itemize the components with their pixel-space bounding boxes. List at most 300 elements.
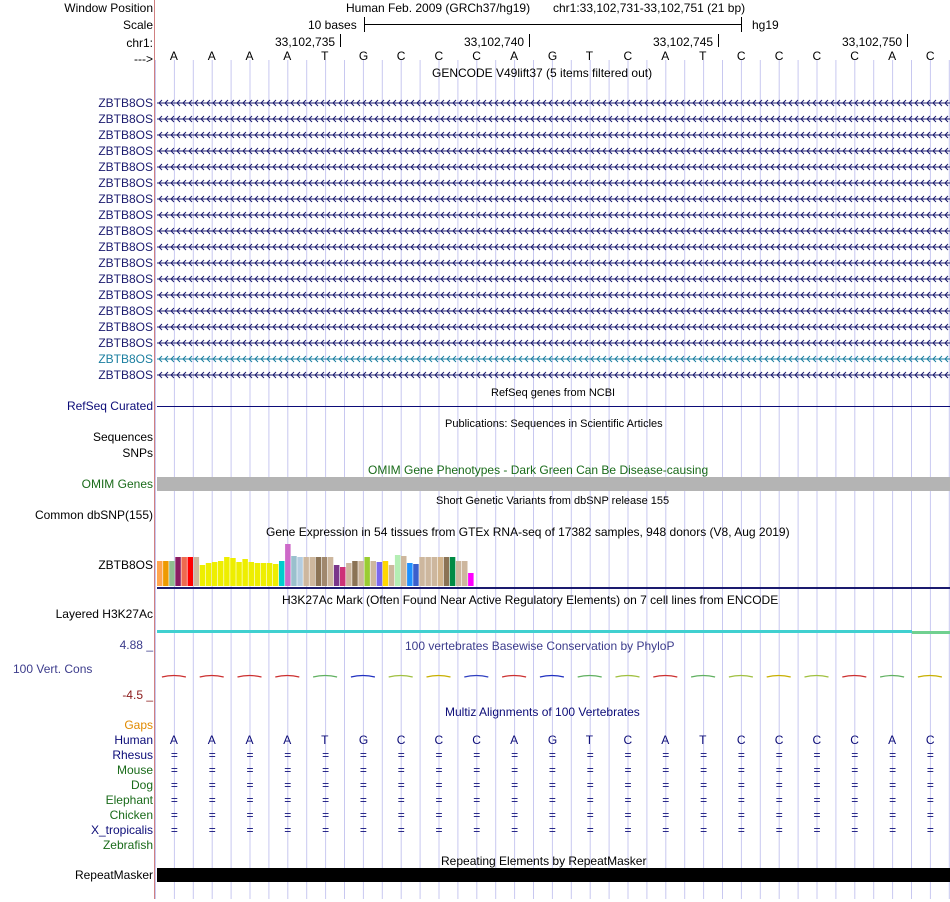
alignment-match: = (246, 778, 254, 792)
dbsnp-title: Short Genetic Variants from dbSNP release 155 (436, 495, 670, 507)
alignment-match: = (397, 793, 405, 807)
alignment-match: = (775, 808, 783, 822)
base-letter: C (623, 49, 633, 63)
alignment-match: = (700, 763, 708, 777)
gtex-tissue-bar (377, 562, 383, 586)
alignment-match: = (926, 808, 934, 822)
species-label[interactable]: Human (114, 733, 153, 747)
alignment-match: = (435, 748, 443, 762)
gtex-tissue-bar (181, 557, 187, 586)
gtex-tissue-bar (444, 557, 450, 586)
assembly-title: Human Feb. 2009 (GRCh37/hg19) (346, 1, 531, 15)
alignment-match: = (435, 763, 443, 777)
gencode-item-label[interactable]: ZBTB8OS (98, 240, 153, 254)
conservation-glyph (805, 676, 829, 678)
gencode-item-label[interactable]: ZBTB8OS (98, 208, 153, 222)
gencode-item-label[interactable]: ZBTB8OS (98, 368, 153, 382)
gtex-tissue-bar (432, 557, 438, 586)
alignment-match: = (322, 763, 330, 777)
alignment-match: = (435, 823, 443, 837)
conservation-glyph (729, 676, 753, 678)
gtex-tissue-bar (194, 557, 200, 586)
alignment-base: C (434, 733, 444, 747)
gencode-item-label[interactable]: ZBTB8OS (98, 288, 153, 302)
alignment-match: = (813, 808, 821, 822)
gtex-tissue-bar (200, 565, 206, 586)
gtex-tissue-bar (358, 561, 364, 586)
alignment-match: = (775, 748, 783, 762)
conservation-ymax: 4.88 _ (119, 638, 153, 652)
gencode-transcript-line[interactable] (157, 99, 950, 107)
gencode-transcript-line[interactable] (157, 243, 950, 251)
gencode-transcript-line[interactable] (157, 163, 950, 171)
alignment-base: A (207, 733, 216, 747)
gencode-transcript-line[interactable] (157, 355, 950, 363)
alignment-match: = (586, 793, 594, 807)
alignment-match: = (586, 748, 594, 762)
ruler-tick-label: 33,102,750 (842, 35, 903, 49)
base-letter: G (547, 49, 558, 63)
alignment-base: C (925, 733, 935, 747)
alignment-match: = (284, 763, 292, 777)
alignment-match: = (851, 793, 859, 807)
ruler-tick (340, 34, 341, 47)
gtex-tissue-bar (273, 564, 279, 586)
gencode-item-label[interactable]: ZBTB8OS (98, 256, 153, 270)
db-label: hg19 (752, 18, 779, 32)
gtex-tissue-bar (364, 557, 370, 586)
base-letter: T (585, 49, 594, 63)
gencode-item-label[interactable]: ZBTB8OS (98, 304, 153, 318)
alignment-match: = (851, 763, 859, 777)
alignment-match: = (889, 778, 897, 792)
gencode-item-label[interactable]: ZBTB8OS (98, 320, 153, 334)
alignment-match: = (170, 748, 178, 762)
alignment-match: = (775, 763, 783, 777)
alignment-match: = (813, 793, 821, 807)
alignment-match: = (662, 823, 670, 837)
alignment-match: = (926, 763, 934, 777)
alignment-base: C (812, 733, 822, 747)
alignment-match: = (246, 793, 254, 807)
alignment-match: = (586, 823, 594, 837)
alignment-match: = (889, 793, 897, 807)
position-readout: chr1:33,102,731-33,102,751 (21 bp) (553, 1, 746, 15)
omim-label[interactable]: OMIM Genes (81, 477, 153, 491)
gtex-tissue-bar (468, 573, 474, 586)
alignment-match: = (397, 748, 405, 762)
alignment-match: = (700, 778, 708, 792)
alignment-base: A (510, 733, 519, 747)
alignment-match: = (851, 823, 859, 837)
alignment-base: G (547, 733, 558, 747)
ruler-tick-label: 33,102,745 (653, 35, 714, 49)
base-letter: C (472, 49, 481, 63)
gtex-tissue-bar (242, 559, 248, 586)
alignment-match: = (170, 823, 178, 837)
alignment-match: = (397, 823, 405, 837)
alignment-base: A (245, 733, 254, 747)
gtex-tissue-bar (212, 562, 218, 586)
alignment-match: = (511, 763, 519, 777)
gtex-tissue-bar (450, 557, 456, 586)
base-letter: G (358, 49, 369, 63)
alignment-match: = (813, 778, 821, 792)
base-letter: A (245, 49, 254, 63)
alignment-match: = (473, 748, 481, 762)
gencode-item-label[interactable]: ZBTB8OS (98, 112, 153, 126)
alignment-match: = (813, 823, 821, 837)
alignment-match: = (170, 793, 178, 807)
gtex-tissue-bar (279, 561, 285, 586)
gtex-tissue-bar (413, 564, 419, 586)
alignment-match: = (775, 793, 783, 807)
conservation-glyph (200, 676, 224, 678)
conservation-ymin: -4.5 _ (122, 688, 153, 702)
gencode-item-label[interactable]: ZBTB8OS (98, 128, 153, 142)
gtex-tissue-bar (322, 557, 328, 586)
gtex-tissue-bar (340, 567, 346, 586)
gtex-tissue-bar (419, 557, 425, 586)
gtex-tissue-bar (328, 557, 334, 586)
gencode-transcript-line[interactable] (157, 339, 950, 347)
alignment-match: = (170, 778, 178, 792)
h3k27ac-signal[interactable] (157, 630, 912, 633)
alignment-match: = (662, 808, 670, 822)
conservation-glyph (464, 676, 488, 678)
alignment-match: = (889, 748, 897, 762)
scale-bar (365, 24, 742, 25)
repeatmasker-title: Repeating Elements by RepeatMasker (441, 854, 647, 868)
alignment-match: = (208, 778, 216, 792)
gencode-item-label[interactable]: ZBTB8OS (98, 224, 153, 238)
conservation-glyph (767, 676, 791, 678)
base-letter: T (321, 49, 329, 63)
gtex-label[interactable]: ZBTB8OS (98, 558, 153, 572)
alignment-match: = (435, 808, 443, 822)
gencode-item-label[interactable]: ZBTB8OS (98, 352, 153, 366)
base-letter: A (283, 49, 292, 63)
alignment-match: = (435, 793, 443, 807)
gtex-tissue-bar (230, 558, 236, 586)
gtex-tissue-bar (346, 563, 352, 586)
base-letter: A (207, 49, 216, 63)
alignment-match: = (889, 808, 897, 822)
alignment-base: C (472, 733, 481, 747)
alignment-match: = (586, 808, 594, 822)
alignment-match: = (246, 808, 254, 822)
alignment-match: = (322, 748, 330, 762)
gtex-tissue-bar (175, 557, 181, 586)
alignment-match: = (359, 748, 367, 762)
conservation-glyph (162, 676, 186, 678)
repeatmasker-bar[interactable] (157, 868, 950, 882)
alignment-match: = (359, 823, 367, 837)
alignment-match: = (359, 778, 367, 792)
species-label[interactable]: Rhesus (112, 748, 153, 762)
label-separator (154, 0, 155, 899)
alignment-match: = (284, 823, 292, 837)
alignment-match: = (624, 778, 632, 792)
ruler-tick (529, 34, 530, 47)
conservation-plot[interactable] (155, 668, 950, 691)
gtex-tissue-bar (334, 565, 340, 586)
alignment-match: = (586, 763, 594, 777)
alignment-match: = (511, 823, 519, 837)
alignment-match: = (700, 748, 708, 762)
alignment-match: = (586, 778, 594, 792)
alignment-match: = (548, 763, 556, 777)
alignment-match: = (284, 748, 292, 762)
alignment-match: = (284, 808, 292, 822)
base-letter: C (396, 49, 406, 63)
species-label[interactable]: X_tropicalis (90, 823, 153, 837)
conservation-title: 100 vertebrates Basewise Conservation by PhyloP (405, 639, 675, 653)
species-label[interactable]: Zebrafish (102, 838, 153, 852)
alignment-match: = (511, 778, 519, 792)
gtex-tissue-bar (169, 561, 175, 586)
species-label[interactable]: Dog (130, 778, 153, 792)
conservation-glyph (238, 676, 262, 678)
snps-label[interactable]: SNPs (122, 446, 153, 460)
alignment-match: = (208, 823, 216, 837)
gencode-transcript-line[interactable] (157, 211, 950, 219)
gtex-tissue-bar (456, 561, 462, 586)
alignment-base: A (169, 733, 178, 747)
gtex-tissue-bar (291, 556, 297, 586)
gtex-tissue-bar (310, 557, 316, 586)
alignment-match: = (548, 823, 556, 837)
base-letter: A (510, 49, 519, 63)
alignment-base: T (585, 733, 594, 747)
gtex-chart[interactable] (157, 540, 537, 591)
conservation-glyph (351, 676, 375, 678)
alignment-match: = (548, 808, 556, 822)
alignment-match: = (624, 763, 632, 777)
gtex-tissue-bar (206, 563, 212, 586)
gtex-tissue-bar (316, 557, 322, 586)
gencode-transcript-line[interactable] (157, 291, 950, 299)
alignment-match: = (889, 763, 897, 777)
alignment-match: = (208, 793, 216, 807)
alignment-match: = (851, 778, 859, 792)
alignment-match: = (700, 793, 708, 807)
h3k27ac-label[interactable]: Layered H3K27Ac (55, 607, 153, 621)
gtex-tissue-bar (297, 557, 303, 586)
alignment-base: G (358, 733, 369, 747)
gencode-transcript-line[interactable] (157, 323, 950, 331)
alignment-match: = (322, 793, 330, 807)
gtex-tissue-bar (224, 557, 230, 586)
gtex-tissue-bar (352, 561, 358, 586)
alignment-base: C (774, 733, 784, 747)
alignment-base: C (623, 733, 633, 747)
gtex-tissue-bar (255, 563, 261, 586)
base-letter: C (850, 49, 859, 63)
alignment-match: = (435, 778, 443, 792)
gencode-transcript-line[interactable] (157, 371, 950, 379)
scale-bar-right-end (741, 17, 742, 32)
alignment-match: = (889, 823, 897, 837)
repeatmasker-label[interactable]: RepeatMasker (74, 868, 153, 882)
h3k27ac-signal-tail (912, 631, 950, 634)
gencode-transcript-line[interactable] (157, 179, 950, 187)
alignment-match: = (473, 778, 481, 792)
conservation-glyph (275, 676, 299, 678)
gencode-item-label[interactable]: ZBTB8OS (98, 272, 153, 286)
ruler-tick (718, 34, 719, 47)
alignment-match: = (170, 763, 178, 777)
alignment-match: = (322, 778, 330, 792)
alignment-match: = (473, 763, 481, 777)
conservation-glyph (842, 676, 866, 678)
conservation-label[interactable]: 100 Vert. Cons (13, 662, 93, 676)
conservation-glyph (313, 676, 337, 678)
gtex-tissue-bar (371, 561, 377, 586)
gencode-item-label[interactable]: ZBTB8OS (98, 192, 153, 206)
gtex-tissue-bar (157, 561, 163, 586)
alignment-match: = (284, 793, 292, 807)
gencode-transcript-line[interactable] (157, 307, 950, 315)
gtex-baseline (157, 587, 950, 589)
gencode-item-label[interactable]: ZBTB8OS (98, 144, 153, 158)
gencode-item-label[interactable]: ZBTB8OS (98, 336, 153, 350)
alignment-match: = (737, 748, 745, 762)
alignment-base: A (283, 733, 292, 747)
conservation-glyph (616, 676, 640, 678)
alignment-match: = (473, 793, 481, 807)
gtex-tissue-bar (407, 563, 413, 586)
alignment-match: = (926, 793, 934, 807)
gencode-title: GENCODE V49lift37 (5 items filtered out) (432, 66, 653, 80)
alignment-match: = (208, 808, 216, 822)
refseq-line[interactable] (157, 406, 950, 407)
gtex-tissue-bar (163, 561, 169, 586)
gtex-tissue-bar (188, 557, 194, 586)
alignment-match: = (813, 763, 821, 777)
publications-title: Publications: Sequences in Scientific Articles (445, 418, 663, 430)
gencode-item-label[interactable]: ZBTB8OS (98, 160, 153, 174)
alignment-match: = (322, 823, 330, 837)
refseq-label[interactable]: RefSeq Curated (66, 399, 153, 413)
gtex-tissue-bar (267, 563, 273, 586)
gencode-item-label[interactable]: ZBTB8OS (98, 176, 153, 190)
scale-text: 10 bases (308, 18, 357, 32)
alignment-match: = (624, 808, 632, 822)
base-letter: A (169, 49, 178, 63)
scale-label: Scale (122, 18, 153, 32)
ruler-tick-label: 33,102,735 (275, 35, 336, 49)
conservation-glyph (578, 676, 602, 678)
refseq-title: RefSeq genes from NCBI (491, 387, 616, 399)
conservation-glyph (502, 676, 526, 678)
alignment-match: = (246, 748, 254, 762)
alignment-match: = (322, 808, 330, 822)
alignment-match: = (775, 823, 783, 837)
alignment-match: = (624, 793, 632, 807)
alignment-match: = (700, 823, 708, 837)
alignment-match: = (246, 763, 254, 777)
conservation-glyph (540, 676, 564, 678)
alignment-match: = (662, 778, 670, 792)
alignment-base: A (888, 733, 897, 747)
alignment-match: = (548, 748, 556, 762)
alignment-match: = (737, 808, 745, 822)
gtex-tissue-bar (285, 544, 291, 586)
alignment-match: = (511, 808, 519, 822)
base-letter: A (888, 49, 897, 63)
gencode-transcript-line[interactable] (157, 131, 950, 139)
alignment-match: = (208, 748, 216, 762)
gencode-item-label[interactable]: ZBTB8OS (98, 96, 153, 110)
h3k27ac-title: H3K27Ac Mark (Often Found Near Active Regulatory Elements) on 7 cell lines from ENCODE (282, 593, 779, 607)
alignment-match: = (624, 823, 632, 837)
gtex-tissue-bar (425, 557, 431, 586)
base-letter: C (774, 49, 784, 63)
gencode-transcript-line[interactable] (157, 275, 950, 283)
gencode-transcript-line[interactable] (157, 147, 950, 155)
alignment-match: = (926, 823, 934, 837)
alignment-match: = (397, 763, 405, 777)
alignment-match: = (926, 778, 934, 792)
alignment-match: = (737, 778, 745, 792)
alignment-match: = (851, 808, 859, 822)
ruler-tick-label: 33,102,740 (464, 35, 525, 49)
alignment-match: = (737, 793, 745, 807)
alignment-match: = (662, 763, 670, 777)
alignment-match: = (851, 748, 859, 762)
alignment-match: = (737, 763, 745, 777)
base-letter: C (925, 49, 935, 63)
gencode-transcript-line[interactable] (157, 195, 950, 203)
alignment-match: = (511, 793, 519, 807)
alignment-match: = (662, 793, 670, 807)
alignment-base: T (699, 733, 707, 747)
alignment-match: = (170, 808, 178, 822)
alignment-match: = (359, 763, 367, 777)
species-label[interactable]: Elephant (105, 793, 153, 807)
alignment-match: = (359, 808, 367, 822)
base-letter: T (699, 49, 707, 63)
alignment-base: C (850, 733, 859, 747)
ruler-tick (907, 34, 908, 47)
dbsnp-label[interactable]: Common dbSNP(155) (34, 508, 153, 522)
omim-bar[interactable] (157, 477, 950, 491)
gencode-transcript-line[interactable] (157, 227, 950, 235)
gtex-tissue-bar (395, 555, 401, 586)
alignment-match: = (397, 778, 405, 792)
gaps-label[interactable]: Gaps (124, 718, 153, 732)
gtex-tissue-bar (236, 562, 242, 586)
conservation-glyph (918, 676, 942, 678)
conservation-glyph (880, 676, 904, 678)
alignment-match: = (284, 778, 292, 792)
chrom-label: chr1: (126, 36, 153, 50)
strand-label: ---> (134, 52, 153, 66)
gencode-transcript-line[interactable] (157, 115, 950, 123)
scale-bar-left-end (364, 17, 365, 32)
species-label[interactable]: Mouse (116, 763, 153, 777)
omim-title: OMIM Gene Phenotypes - Dark Green Can Be Disease-causing (368, 463, 709, 477)
alignment-match: = (548, 793, 556, 807)
sequences-label[interactable]: Sequences (92, 430, 153, 444)
gencode-transcript-line[interactable] (157, 259, 950, 267)
alignment-base: T (321, 733, 329, 747)
alignment-match: = (246, 823, 254, 837)
gtex-tissue-bar (462, 561, 468, 586)
species-label[interactable]: Chicken (109, 808, 153, 822)
alignment-match: = (473, 808, 481, 822)
